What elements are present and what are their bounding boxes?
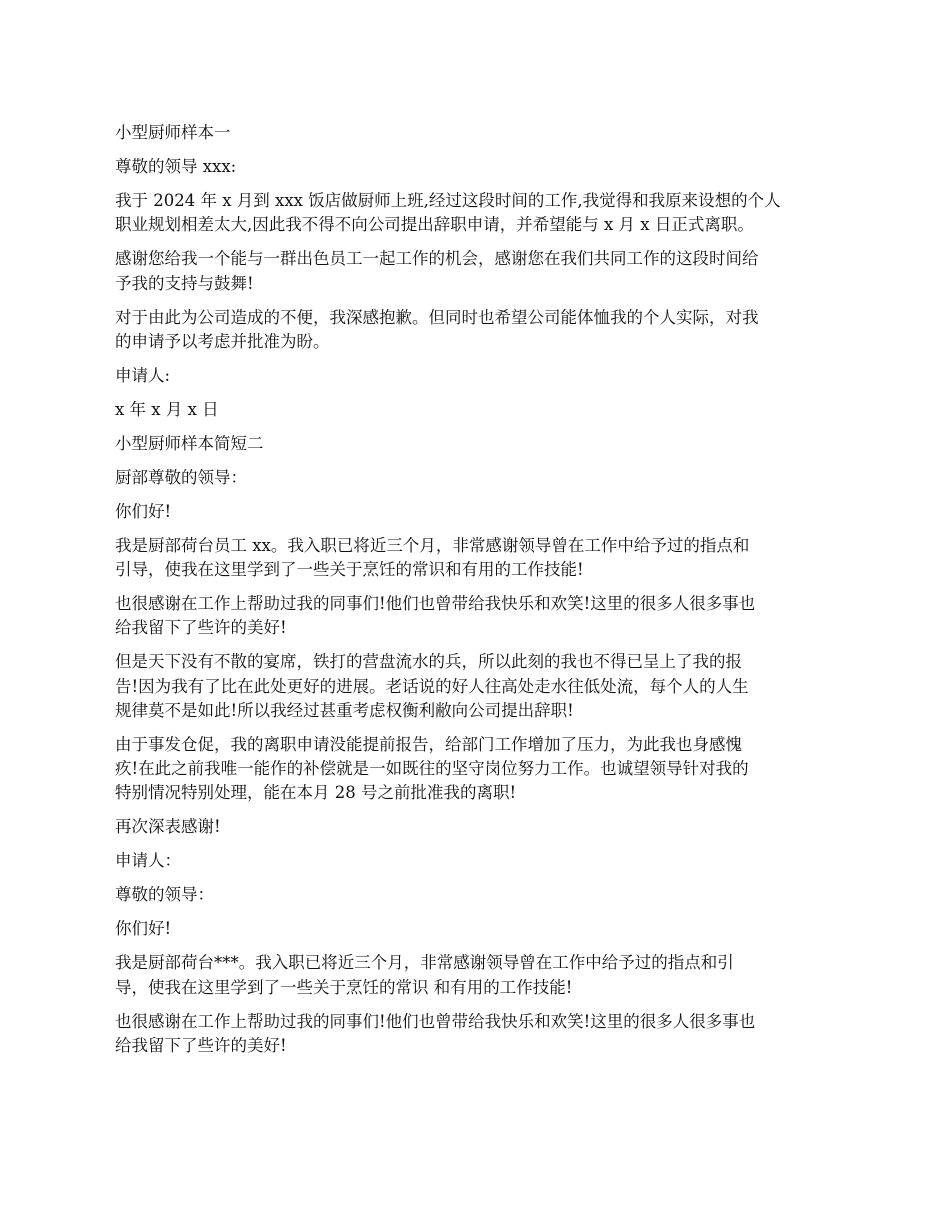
applicant-label: 申请人: bbox=[115, 365, 171, 385]
applicant-label: 申请人： bbox=[115, 851, 181, 871]
document-page bbox=[115, 121, 835, 1068]
body-paragraph: 我是厨部荷台员工 xx。我入职已将近三个月，非常感谢领导曾在工作中给予过的指点和 引导，使我在这里学到了一些关于烹饪的常识和有用的工作技能! bbox=[115, 535, 750, 580]
salutation: 厨部尊敬的领导： bbox=[115, 467, 247, 487]
body-paragraph: 也很感谢在工作上帮助过我的同事们!他们也曾带给我快乐和欢笑!这里的很多人很多事也 给我留下了些许的美好! bbox=[115, 1011, 756, 1055]
body-paragraph: 但是天下没有不散的宴席，铁打的营盘流水的兵，所以此刻的我也不得已呈上了我的报 告!因为我有了比在此处更好的进展。老话说的好人往高处走水往低处流，每个人的人生 规律莫不是如此!所以我经过甚重考虑权衡利敝向公司提出辞职! bbox=[115, 652, 749, 720]
body-paragraph: 也很感谢在工作上帮助过我的同事们!他们也曾带给我快乐和欢笑!这里的很多人很多事也 给我留下了些许的美好! bbox=[115, 594, 756, 638]
salutation: 尊敬的领导 xxx: bbox=[115, 156, 237, 176]
body-paragraph: 对于由此为公司造成的不便，我深感抱歉。但同时也希望公司能体恤我的个人实际，对我 的申请予以考虑并批准为盼。 bbox=[115, 307, 759, 351]
body-paragraph: 我是厨部荷台***。我入职已将近三个月，非常感谢领导曾在工作中给予过的指点和引 导，使我在这里学到了一些关于烹饪的常识 和有用的工作技能! bbox=[115, 953, 734, 997]
sample-two-title: 小型厨师样本简短二 bbox=[115, 433, 264, 453]
sample-one-title: 小型厨师样本一 bbox=[115, 123, 231, 142]
greeting: 你们好! bbox=[115, 919, 172, 939]
greeting: 你们好! bbox=[115, 501, 172, 521]
body-paragraph: 由于事发仓促，我的离职申请没能提前报告，给部门工作增加了压力，为此我也身感愧 疚!在此之前我唯一能作的补偿就是一如既往的坚守岗位努力工作。也诚望领导针对我的 特别情况特别处理，能在本月 28 号之前批准我的离职! bbox=[115, 734, 749, 803]
date-line: x 年 x 月 x 日 bbox=[115, 399, 219, 419]
closing-thanks: 再次深表感谢! bbox=[115, 817, 221, 837]
salutation: 尊敬的领导： bbox=[115, 885, 214, 905]
body-paragraph: 感谢您给我一个能与一群出色员工一起工作的机会，感谢您在我们共同工作的这段时间给 予我的支持与鼓舞! bbox=[115, 249, 759, 293]
body-paragraph: 我于 2024 年 x 月到 xxx 饭店做厨师上班,经过这段时间的工作,我觉得和我原来设想的个人 职业规划相差太大,因此我不得不向公司提出辞职申请，并希望能与 x 月 x 日正式离职。 bbox=[115, 190, 781, 235]
